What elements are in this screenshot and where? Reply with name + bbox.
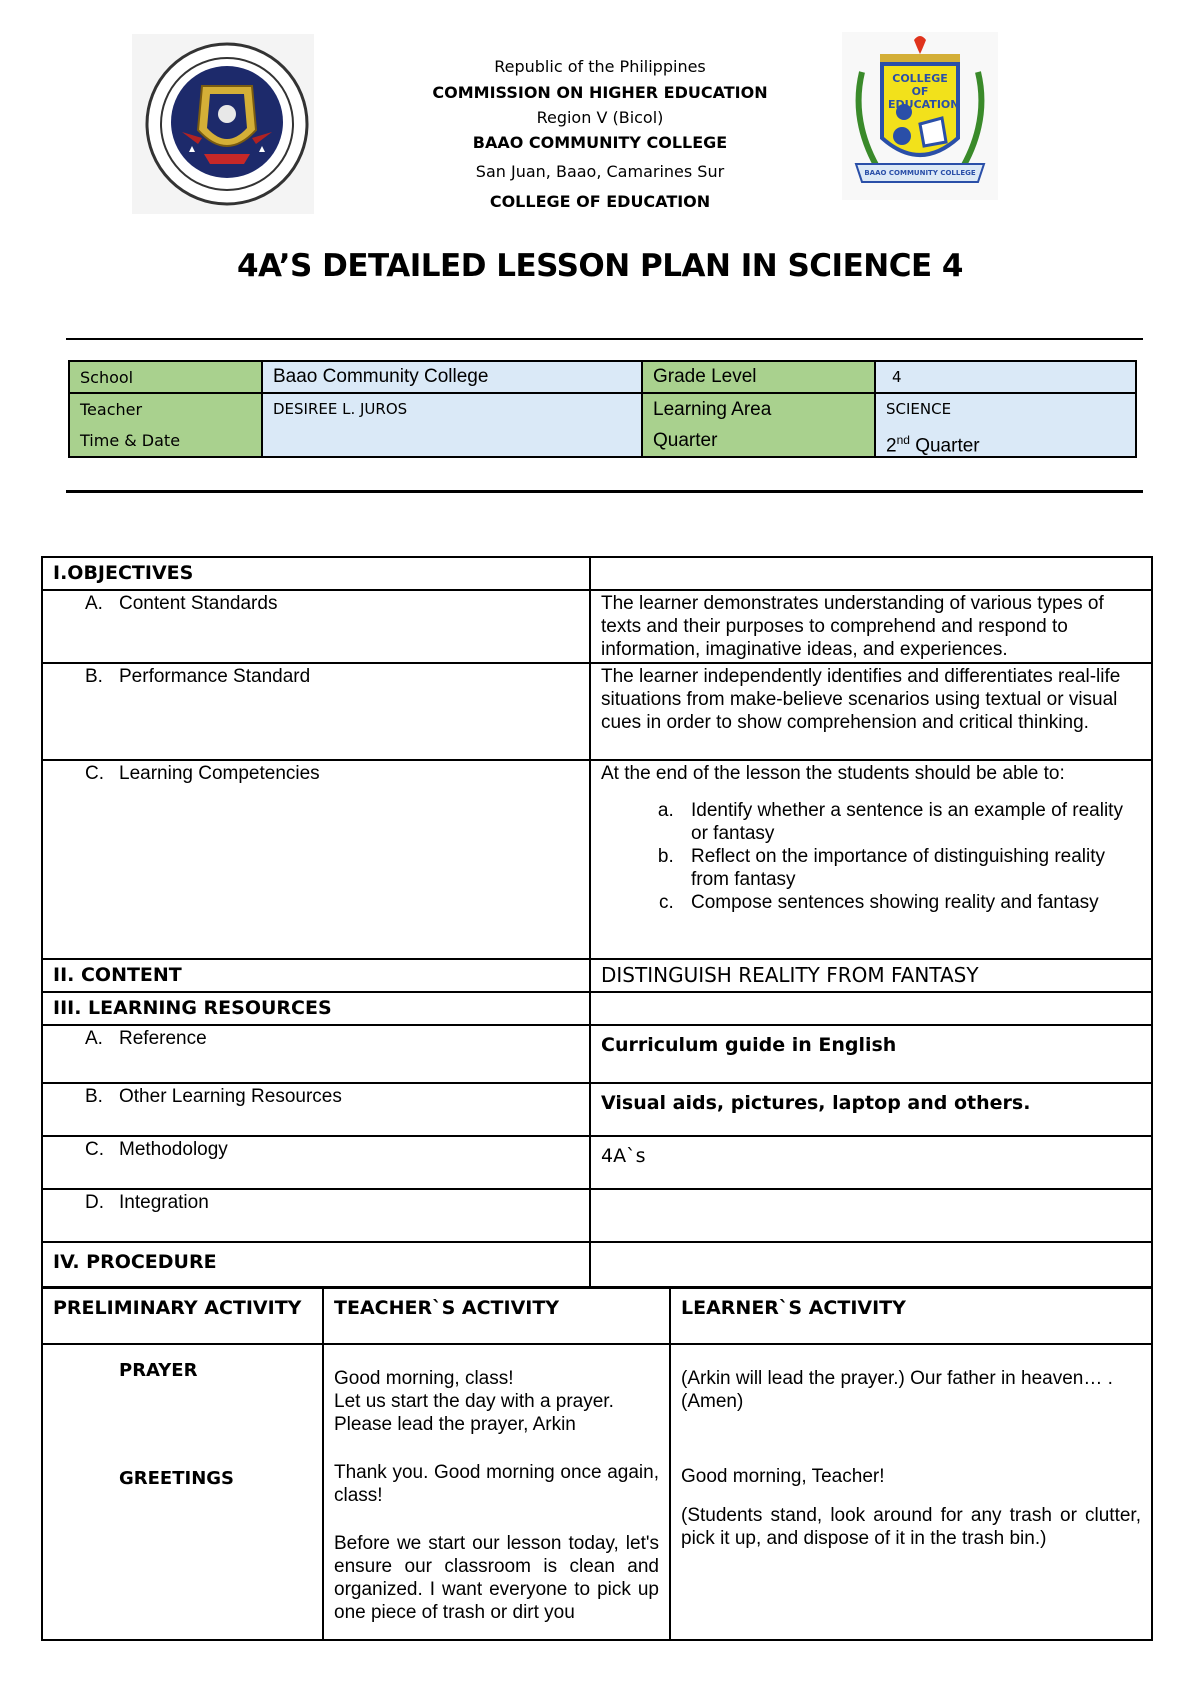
top-divider bbox=[66, 338, 1143, 340]
performance-standard-letter: B. bbox=[85, 666, 103, 687]
preliminary-activity-cell bbox=[42, 1344, 323, 1640]
teacher-time-labels bbox=[69, 393, 262, 457]
learner-prayer: (Arkin will lead the prayer.) Our father in heaven… . bbox=[681, 1368, 1113, 1389]
performance-standard-label-cell bbox=[42, 663, 590, 760]
methodology-letter: C. bbox=[85, 1139, 104, 1160]
learning-competencies-letter: C. bbox=[85, 763, 104, 784]
teacher-prayer-prompt: Let us start the day with a prayer. bbox=[334, 1391, 614, 1412]
area-quarter-labels bbox=[642, 393, 875, 457]
learning-area-value: SCIENCE bbox=[886, 400, 952, 418]
quarter-suffix: nd bbox=[896, 433, 910, 447]
other-resources-letter: B. bbox=[85, 1086, 103, 1107]
content-heading: II. CONTENT bbox=[42, 959, 590, 992]
teacher-cleanup-instruction: Before we start our lesson today, let's ensure our classroom is clean and organized. I want everyone to pick up one piece of trash or dirt you bbox=[334, 1533, 659, 1623]
learner-amen: (Amen) bbox=[681, 1391, 744, 1412]
school-value: Baao Community College bbox=[262, 361, 642, 393]
bottom-divider bbox=[66, 490, 1143, 493]
learner-cleanup-response: (Students stand, look around for any trash or clutter, pick it up, and dispose of it in the trash bin.) bbox=[681, 1505, 1141, 1549]
teacher-value: DESIREE L. JUROS bbox=[262, 393, 642, 457]
competencies-list bbox=[601, 799, 1141, 914]
performance-standard-label: Performance Standard bbox=[119, 666, 311, 687]
learning-area-label: Learning Area bbox=[653, 399, 772, 420]
other-resources-value: Visual aids, pictures, laptop and others. bbox=[590, 1083, 1152, 1136]
integration-label-cell bbox=[42, 1189, 590, 1242]
content-standards-text: The learner demonstrates understanding of various types of texts and their purposes to comprehend and respond to information, imaginative ideas, and experiences. bbox=[590, 590, 1152, 663]
teacher-greeting-again: Thank you. Good morning once again, class! bbox=[334, 1462, 659, 1506]
grade-level-label: Grade Level bbox=[642, 361, 875, 393]
methodology-value: 4A`s bbox=[590, 1136, 1152, 1189]
lesson-plan-table bbox=[41, 556, 1153, 1288]
quarter-label: Quarter bbox=[653, 430, 718, 451]
learning-competencies-label-cell bbox=[42, 760, 590, 959]
procedure-empty-cell bbox=[590, 1242, 1152, 1287]
content-value: DISTINGUISH REALITY FROM FANTASY bbox=[590, 959, 1152, 992]
teacher-activity-cell bbox=[323, 1344, 670, 1640]
reference-label-cell bbox=[42, 1025, 590, 1083]
header-ched: COMMISSION ON HIGHER EDUCATION bbox=[432, 83, 768, 102]
competency-item: c. Compose sentences showing reality and fantasy bbox=[679, 891, 1141, 914]
performance-standard-text: The learner independently identifies and differentiates real-life situations from make-believe scenarios using textual or visual cues in order to show comprehension and critical thinking. bbox=[590, 663, 1152, 760]
header-region: Region V (Bicol) bbox=[536, 108, 664, 127]
prayer-label: PRAYER bbox=[119, 1360, 198, 1381]
document-title: 4A’S DETAILED LESSON PLAN IN SCIENCE 4 bbox=[236, 248, 963, 284]
right-logo-label: COLLEGE OF EDUCATION bbox=[888, 72, 960, 111]
procedure-table bbox=[41, 1287, 1153, 1641]
competencies-intro: At the end of the lesson the students should be able to: bbox=[601, 763, 1065, 784]
header-republic: Republic of the Philippines bbox=[494, 57, 706, 76]
grade-level-value: 4 bbox=[875, 361, 1136, 393]
time-date-label: Time & Date bbox=[80, 431, 181, 450]
integration-label: Integration bbox=[119, 1192, 209, 1213]
college-of-education-logo bbox=[842, 32, 998, 200]
content-standards-label: Content Standards bbox=[119, 593, 278, 614]
learner-greeting: Good morning, Teacher! bbox=[681, 1466, 885, 1487]
header-dept: COLLEGE OF EDUCATION bbox=[489, 192, 711, 211]
methodology-label-cell bbox=[42, 1136, 590, 1189]
objectives-heading: I.OBJECTIVES bbox=[42, 557, 590, 590]
teacher-prayer-lead: Please lead the prayer, Arkin bbox=[334, 1414, 576, 1435]
learner-activity-header: LEARNER`S ACTIVITY bbox=[670, 1288, 1152, 1344]
quarter-value bbox=[886, 425, 1125, 456]
content-standards-letter: A. bbox=[85, 593, 103, 614]
integration-letter: D. bbox=[85, 1192, 104, 1213]
quarter-word: Quarter bbox=[909, 435, 980, 457]
header-address: San Juan, Baao, Camarines Sur bbox=[475, 162, 725, 181]
school-label: School bbox=[69, 361, 262, 393]
reference-label: Reference bbox=[119, 1028, 207, 1049]
objectives-empty-cell bbox=[590, 557, 1152, 590]
competency-item: b. Reflect on the importance of distinguishing reality from fantasy bbox=[679, 845, 1141, 891]
learning-competencies-label: Learning Competencies bbox=[119, 763, 320, 784]
procedure-heading: IV. PROCEDURE bbox=[42, 1242, 590, 1287]
competency-item: a. Identify whether a sentence is an example of reality or fantasy bbox=[679, 799, 1141, 845]
other-resources-label: Other Learning Resources bbox=[119, 1086, 342, 1107]
school-info-table bbox=[68, 360, 1137, 458]
reference-letter: A. bbox=[85, 1028, 103, 1049]
preliminary-activity-header: PRELIMINARY ACTIVITY bbox=[42, 1288, 323, 1344]
methodology-label: Methodology bbox=[119, 1139, 228, 1160]
quarter-number: 2 bbox=[886, 435, 897, 457]
header-college: BAAO COMMUNITY COLLEGE bbox=[472, 133, 728, 152]
learner-activity-cell bbox=[670, 1344, 1152, 1640]
learning-resources-heading: III. LEARNING RESOURCES bbox=[42, 992, 590, 1025]
integration-value-cell bbox=[590, 1189, 1152, 1242]
learning-competencies-cell bbox=[590, 760, 1152, 959]
area-quarter-values bbox=[875, 393, 1136, 457]
other-resources-label-cell bbox=[42, 1083, 590, 1136]
content-standards-label-cell bbox=[42, 590, 590, 663]
teacher-greeting: Good morning, class! bbox=[334, 1368, 514, 1389]
teacher-activity-header: TEACHER`S ACTIVITY bbox=[323, 1288, 670, 1344]
reference-value: Curriculum guide in English bbox=[590, 1025, 1152, 1083]
right-logo-ribbon: BAAO COMMUNITY COLLEGE bbox=[864, 169, 976, 177]
teacher-label: Teacher bbox=[80, 400, 143, 419]
greetings-label: GREETINGS bbox=[119, 1468, 235, 1489]
learning-resources-empty-cell bbox=[590, 992, 1152, 1025]
